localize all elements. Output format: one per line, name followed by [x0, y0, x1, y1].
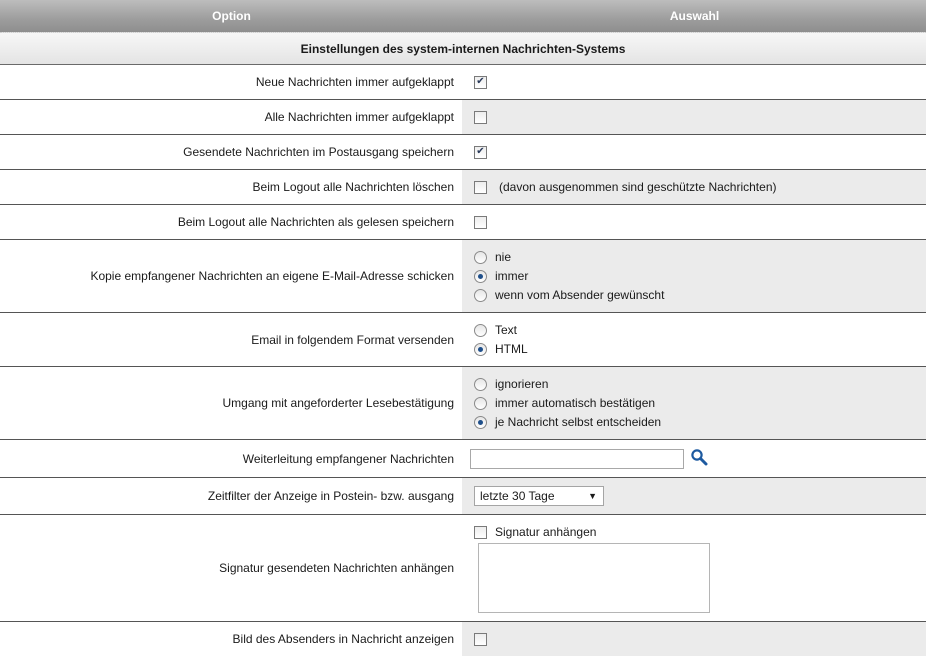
- email-copy-radio-immer[interactable]: [474, 270, 487, 283]
- radio-option[interactable]: [474, 248, 926, 267]
- radio-option[interactable]: [474, 375, 926, 394]
- signature-checkbox-label: Signatur anhängen: [495, 525, 597, 539]
- logout-delete-checkbox[interactable]: [474, 181, 487, 194]
- header-option: Option: [212, 9, 251, 23]
- radio-label: wenn vom Absender gewünscht: [495, 288, 665, 302]
- setting-label: Umgang mit angeforderter Lesebestätigung: [0, 367, 462, 439]
- setting-row-read-receipt: [0, 367, 926, 440]
- radio-option[interactable]: [474, 413, 926, 432]
- radio-selected-dot: [478, 420, 483, 425]
- sender-image-checkbox[interactable]: [474, 633, 487, 646]
- setting-row-sender-image: [0, 622, 926, 656]
- receipt-radio-ignore[interactable]: [474, 378, 487, 391]
- email-copy-radio-sender[interactable]: [474, 289, 487, 302]
- setting-label: Beim Logout alle Nachrichten löschen: [0, 170, 462, 204]
- setting-row-new-expanded: [0, 65, 926, 100]
- setting-row-logout-delete: [0, 170, 926, 205]
- radio-label: je Nachricht selbst entscheiden: [495, 415, 662, 429]
- radio-selected-dot: [478, 274, 483, 279]
- radio-selected-dot: [478, 347, 483, 352]
- receipt-radio-auto[interactable]: [474, 397, 487, 410]
- new-expanded-checkbox[interactable]: ✔: [474, 76, 487, 89]
- signature-textarea[interactable]: [478, 543, 710, 613]
- radio-option[interactable]: [474, 286, 926, 305]
- search-icon[interactable]: [690, 448, 708, 469]
- time-filter-select[interactable]: [474, 486, 604, 506]
- all-expanded-checkbox[interactable]: [474, 111, 487, 124]
- setting-label: Kopie empfangener Nachrichten an eigene E-Mail-Adresse schicken: [0, 240, 462, 312]
- save-sent-checkbox[interactable]: ✔: [474, 146, 487, 159]
- setting-row-time-filter: [0, 478, 926, 515]
- radio-label: HTML: [495, 342, 528, 356]
- forwarding-input[interactable]: [470, 449, 684, 469]
- email-copy-radio-nie[interactable]: [474, 251, 487, 264]
- setting-label: Beim Logout alle Nachrichten als gelesen speichern: [0, 205, 462, 239]
- logout-read-checkbox[interactable]: [474, 216, 487, 229]
- setting-row-logout-read: [0, 205, 926, 240]
- format-radio-html[interactable]: [474, 343, 487, 356]
- radio-label: Text: [495, 323, 518, 337]
- setting-row-signature: [0, 515, 926, 622]
- setting-row-email-copy: [0, 240, 926, 313]
- signature-checkbox[interactable]: [474, 526, 487, 539]
- setting-label: Email in folgendem Format versenden: [0, 313, 462, 366]
- radio-label: immer automatisch bestätigen: [495, 396, 656, 410]
- radio-option[interactable]: [474, 267, 926, 286]
- setting-label: Gesendete Nachrichten im Postausgang speichern: [0, 135, 462, 169]
- time-filter-value: letzte 30 Tage: [480, 489, 555, 503]
- setting-row-all-expanded: [0, 100, 926, 135]
- setting-label: Alle Nachrichten immer aufgeklappt: [0, 100, 462, 134]
- setting-row-save-sent: [0, 135, 926, 170]
- table-header: [0, 0, 926, 32]
- radio-option[interactable]: [474, 394, 926, 413]
- format-radio-text[interactable]: [474, 324, 487, 337]
- setting-row-email-format: [0, 313, 926, 367]
- radio-option[interactable]: [474, 321, 926, 340]
- logout-delete-note: (davon ausgenommen sind geschützte Nachrichten): [499, 180, 777, 194]
- receipt-radio-decide[interactable]: [474, 416, 487, 429]
- setting-label: Signatur gesendeten Nachrichten anhängen: [0, 515, 462, 621]
- chevron-down-icon: ▼: [588, 491, 597, 501]
- radio-label: nie: [495, 250, 512, 264]
- radio-label: immer: [495, 269, 529, 283]
- radio-option[interactable]: [474, 340, 926, 359]
- setting-label: Weiterleitung empfangener Nachrichten: [0, 440, 462, 477]
- setting-label: Neue Nachrichten immer aufgeklappt: [0, 65, 462, 99]
- setting-row-forwarding: [0, 440, 926, 478]
- setting-label: Zeitfilter der Anzeige in Postein- bzw. ausgang: [0, 478, 462, 514]
- header-auswahl: Auswahl: [669, 9, 720, 23]
- setting-label: Bild des Absenders in Nachricht anzeigen: [0, 622, 462, 656]
- section-title: Einstellungen des system-internen Nachrichten-Systems: [0, 32, 926, 65]
- radio-label: ignorieren: [495, 377, 549, 391]
